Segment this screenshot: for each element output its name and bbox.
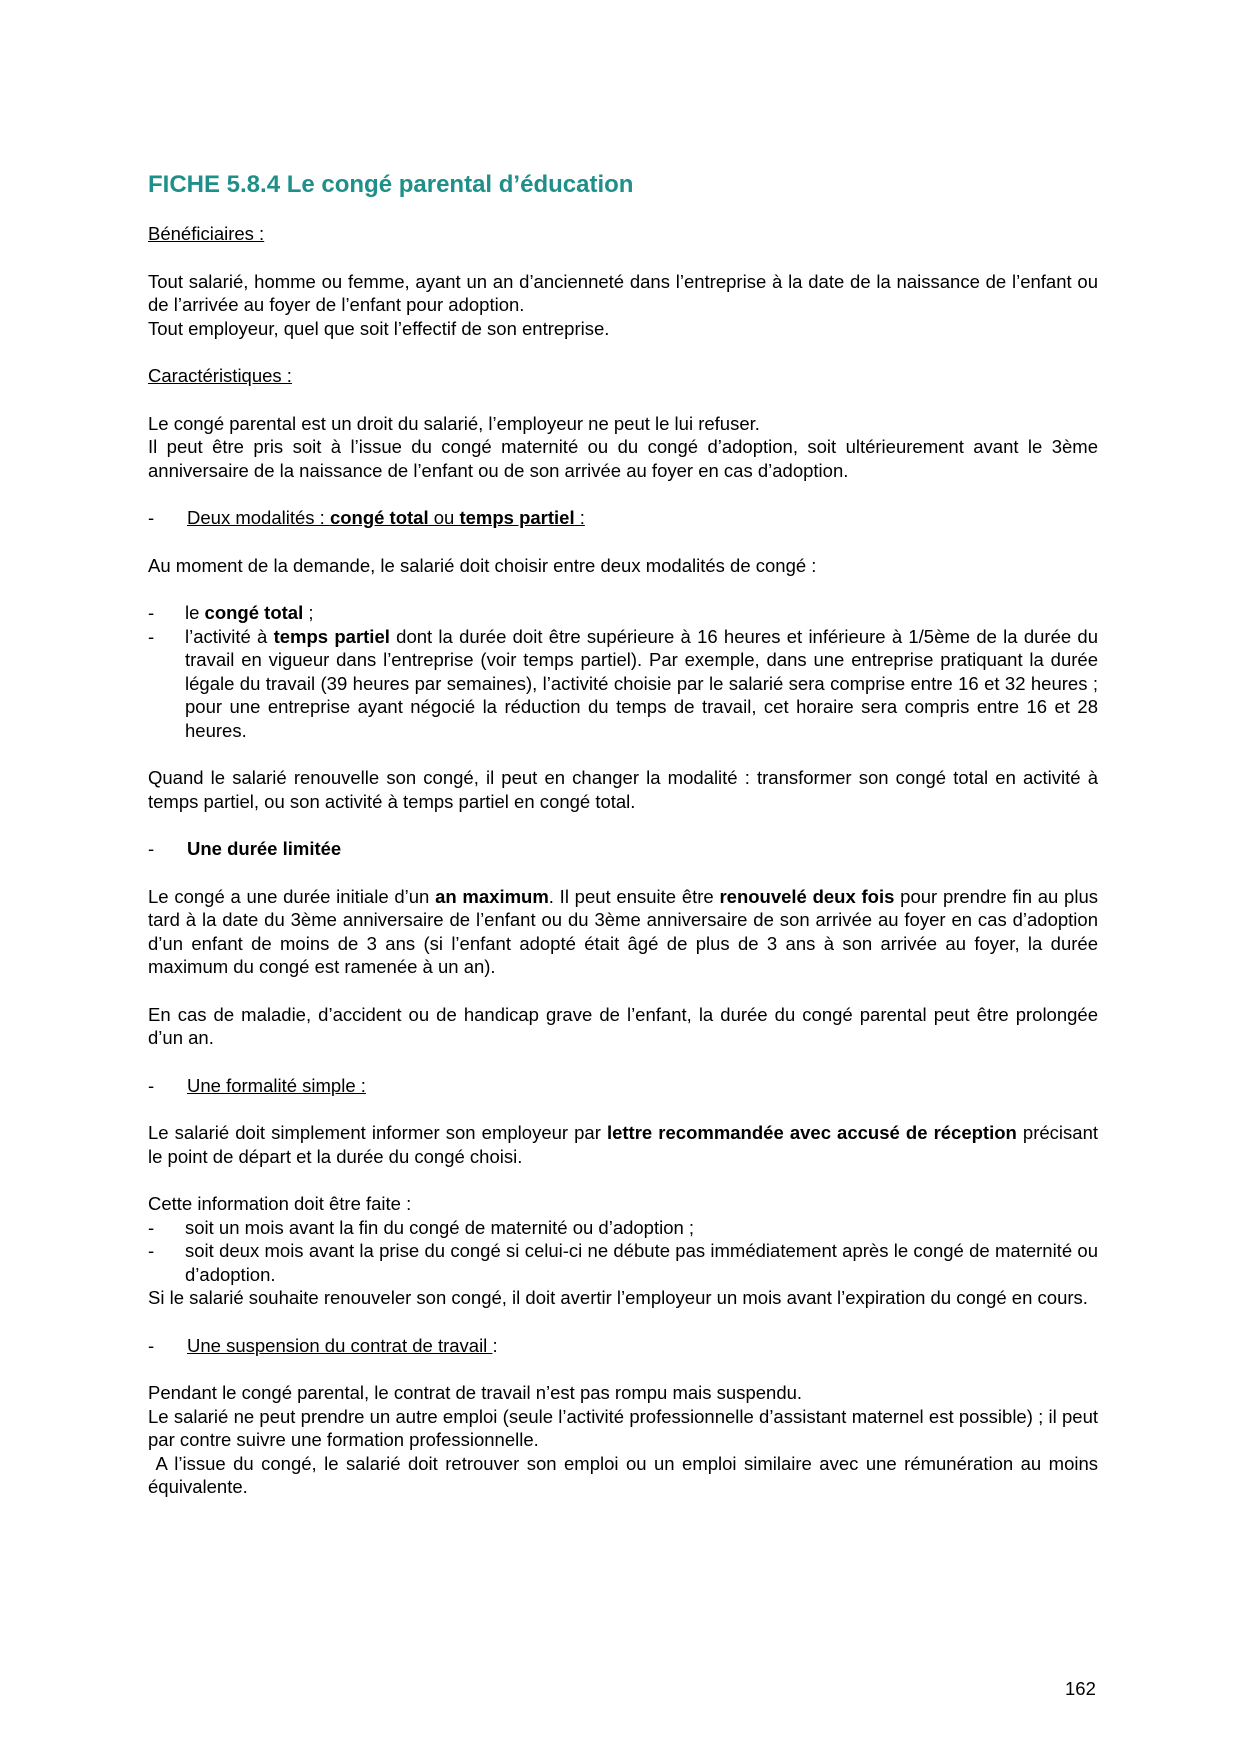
modalites-heading-mid: ou	[428, 507, 460, 528]
dash-marker: -	[148, 1074, 155, 1096]
dash-marker: -	[148, 602, 155, 623]
formalite-item1: soit un mois avant la fin du congé de maternité ou d’adoption ;	[185, 1216, 695, 1238]
suspension-paragraph-3: A l’issue du congé, le salarié doit retrouver son emploi ou un emploi similaire avec une rémunération au moins équivalente.	[148, 1452, 1104, 1497]
modalites-heading-post: :	[574, 507, 585, 528]
formalite-heading	[148, 1074, 1098, 1098]
modalites-list	[148, 601, 1098, 742]
item2-post: dont la durée doit être supérieure à 16 heures et inférieure à 1/5ème de la durée du travail en vigueur dans l’entreprise (voir temps partiel). Par exemple, dans une entreprise pratiquant la durée légale du travail (39 heures par semaines), l’activité choisie par le salarié sera comprise entre 16 et 32 heures ; pour une entreprise ayant négocié la réduction du temps de travail, cet horaire sera compris entre 16 et 28 heures.	[185, 625, 1098, 741]
suspension-heading-text: Une suspension du contrat de travail	[187, 1334, 493, 1356]
list-item	[148, 1239, 1098, 1286]
caracteristiques-paragraph-2: Il peut être pris soit à l’issue du congé maternité ou du congé d’adoption, soit ultérieurement avant le 3ème anniversaire de la naissance de l’enfant ou de son arrivée au foyer en cas d’adoption.	[148, 436, 1098, 481]
page-number: 162	[1065, 1678, 1096, 1699]
dash-marker: -	[148, 1240, 155, 1261]
dash-marker: -	[148, 625, 155, 647]
formalite-heading-text: Une formalité simple :	[187, 1074, 366, 1096]
caracteristiques-heading: Caractéristiques :	[148, 365, 292, 386]
duree-paragraph-2: En cas de maladie, d’accident ou de handicap grave de l’enfant, la durée du congé parental peut être prolongée d’un an.	[148, 1003, 1098, 1048]
duree-p1-an-maximum: an maximum	[435, 885, 549, 907]
document-page	[148, 170, 1104, 1523]
suspension-heading-colon: :	[492, 1334, 498, 1356]
modalites-renouvellement: Quand le salarié renouvelle son congé, il peut en changer la modalité : transformer son congé total en activité à temps partiel, ou son activité à temps partiel en congé total.	[148, 767, 1098, 812]
item1-pre: le	[185, 602, 205, 623]
suspension-heading	[148, 1334, 1098, 1358]
beneficiaires-paragraph-2: Tout employeur, quel que soit l’effectif de son entreprise.	[148, 317, 610, 339]
item2-bold: temps partiel	[273, 625, 390, 647]
page-title: FICHE 5.8.4 Le congé parental d’éducation	[148, 171, 634, 198]
dash-marker: -	[148, 1334, 155, 1356]
formalite-p1-lettre: lettre recommandée avec accusé de réception	[606, 1122, 1017, 1143]
duree-heading-text: Une durée limitée	[187, 838, 342, 859]
duree-p1-mid: . Il peut ensuite être	[548, 885, 720, 907]
formalite-info-intro: Cette information doit être faite :	[148, 1193, 412, 1214]
item2-pre: l’activité à	[185, 625, 274, 647]
list-item	[148, 625, 1098, 743]
formalite-paragraph-1	[148, 1121, 1098, 1168]
list-item	[148, 601, 1098, 625]
item1-bold: congé total	[204, 602, 304, 623]
dash-marker: -	[148, 507, 155, 528]
suspension-paragraph-2: Le salarié ne peut prendre un autre emploi (seule l’activité professionnelle d’assistant maternel est possible) ; il peut par contre suivre une formation professionnelle.	[148, 1405, 1098, 1450]
modalites-heading-pre: Deux modalités :	[187, 507, 330, 528]
modalites-heading-temps-partiel: temps partiel	[459, 507, 575, 528]
duree-heading	[148, 837, 1098, 861]
modalites-intro: Au moment de la demande, le salarié doit choisir entre deux modalités de congé :	[148, 554, 817, 576]
caracteristiques-paragraph-1: Le congé parental est un droit du salarié, l’employeur ne peut le lui refuser.	[148, 412, 760, 434]
duree-p1-post: pour prendre fin au plus tard à la date du 3ème anniversaire de l’enfant ou du 3ème anniversaire de son arrivée au foyer en cas d’adoption d’un enfant de moins de 3 ans (si l’enfant adopté était âgé de plus de 3 ans à son arrivée au foyer, la durée maximum du congé est ramenée à un an).	[148, 885, 1098, 977]
formalite-item2: soit deux mois avant la prise du congé si celui-ci ne débute pas immédiatement après le congé de maternité ou d’adoption.	[185, 1240, 1098, 1285]
formalite-block	[148, 1192, 1098, 1286]
duree-p1-pre: Le congé a une durée initiale d’un	[148, 885, 436, 907]
duree-p1-renouvele: renouvelé deux fois	[719, 885, 895, 907]
modalites-heading-text	[187, 507, 585, 528]
modalites-heading-conge-total: congé total	[329, 507, 429, 528]
modalites-heading	[148, 506, 1098, 530]
item1-post: ;	[303, 602, 314, 623]
duree-paragraph-1	[148, 885, 1098, 979]
dash-marker: -	[148, 1216, 155, 1238]
list-item	[148, 1216, 1098, 1240]
beneficiaires-heading: Bénéficiaires :	[148, 223, 265, 244]
formalite-p1-post: précisant le point de départ et la durée du congé choisi.	[148, 1122, 1098, 1167]
dash-marker: -	[148, 838, 155, 859]
formalite-p1-pre: Le salarié doit simplement informer son employeur par	[148, 1122, 607, 1143]
beneficiaires-paragraph-1: Tout salarié, homme ou femme, ayant un an d’ancienneté dans l’entreprise à la date de la naissance de l’enfant ou de l’arrivée au foyer de l’enfant pour adoption.	[148, 270, 1098, 315]
suspension-paragraph-1: Pendant le congé parental, le contrat de travail n’est pas rompu mais suspendu.	[148, 1382, 803, 1403]
formalite-renouveler: Si le salarié souhaite renouveler son congé, il doit avertir l’employeur un mois avant l’expiration du congé en cours.	[148, 1287, 1088, 1308]
